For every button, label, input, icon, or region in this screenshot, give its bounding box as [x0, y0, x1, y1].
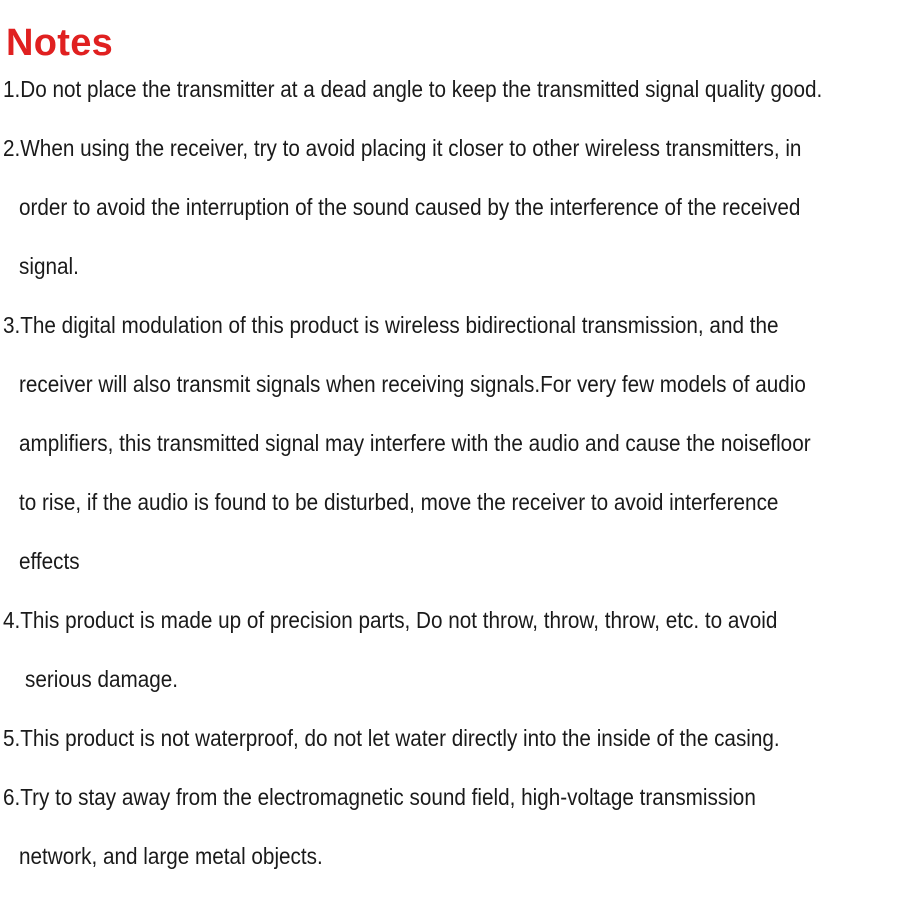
note-2-line-2: order to avoid the interruption of the sound caused by the interference of the received [19, 194, 801, 220]
note-4-line-2: serious damage. [25, 666, 179, 692]
notes-title: Notes [6, 22, 114, 64]
note-3-line-4: to rise, if the audio is found to be disturbed, move the receiver to avoid interference [19, 489, 779, 515]
note-3-line-2: receiver will also transmit signals when receiving signals.For very few models of audio [19, 371, 806, 397]
note-2-line-3: signal. [19, 253, 79, 279]
note-4-line-1: 4.This product is made up of precision parts, Do not throw, throw, throw, etc. to avoid [3, 607, 778, 633]
note-3-line-3: amplifiers, this transmitted signal may interfere with the audio and cause the noisefloor [19, 430, 811, 456]
note-3-line-1: 3.The digital modulation of this product is wireless bidirectional transmission, and the [3, 312, 779, 338]
note-3-line-5: effects [19, 548, 80, 574]
note-6-line-1: 6.Try to stay away from the electromagnetic sound field, high-voltage transmission [3, 784, 756, 810]
note-6-line-2: network, and large metal objects. [19, 843, 323, 869]
note-2-line-1: 2.When using the receiver, try to avoid placing it closer to other wireless transmitters, in [3, 135, 802, 161]
note-1-line-1: 1.Do not place the transmitter at a dead angle to keep the transmitted signal quality good. [3, 76, 823, 102]
note-5-line-1: 5.This product is not waterproof, do not let water directly into the inside of the casing. [3, 725, 780, 751]
